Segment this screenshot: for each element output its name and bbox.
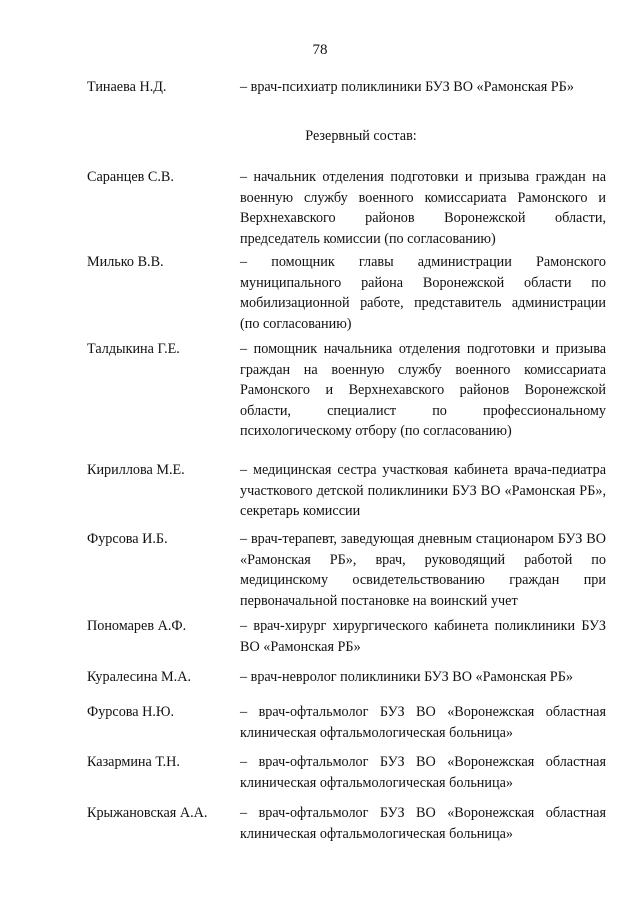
- member-description: – помощник начальника отделения подготовки и призыва граждан на военную службу военного комиссариата Рамонского и Верхнехавского районов Воронежской области, специалист по профессиональному психологическому отбору (по согласованию): [240, 341, 606, 439]
- member-name: Кириллова М.Е.: [87, 462, 185, 478]
- member-description: – медицинская сестра участковая кабинета врача-педиатра участкового детской поликлиники БУЗ ВО «Рамонская РБ», секретарь комиссии: [240, 462, 606, 519]
- member-description: – врач-офтальмолог БУЗ ВО «Воронежская областная клиническая офтальмологическая больница»: [240, 805, 606, 842]
- member-name: Саранцев С.В.: [87, 169, 174, 185]
- member-name: Фурсова И.Б.: [87, 531, 168, 547]
- member-name: Милько В.В.: [87, 254, 164, 270]
- member-description: – начальник отделения подготовки и призыва граждан на военную службу военного комиссариата Рамонского и Верхнехавского районов Воронежской области, председатель комиссии (по согласованию): [240, 169, 606, 247]
- member-description: – врач-терапевт, заведующая дневным стационаром БУЗ ВО «Рамонская РБ», врач, руководящий работой по медицинскому освидетельствованию граждан при первоначальной постановке на воинский учет: [240, 531, 606, 609]
- member-description: – врач-невролог поликлиники БУЗ ВО «Рамонская РБ»: [240, 669, 573, 685]
- member-name: Казармина Т.Н.: [87, 754, 180, 770]
- member-name: Крыжановская А.А.: [87, 805, 208, 821]
- member-description: – врач-психиатр поликлиники БУЗ ВО «Рамонская РБ»: [240, 79, 574, 95]
- section-title: Резервный состав:: [305, 128, 417, 144]
- member-name: Фурсова Н.Ю.: [87, 704, 175, 720]
- member-name: Тинаева Н.Д.: [87, 79, 167, 95]
- member-description: – врач-офтальмолог БУЗ ВО «Воронежская областная клиническая офтальмологическая больница»: [240, 704, 606, 741]
- member-description: – врач-офтальмолог БУЗ ВО «Воронежская областная клиническая офтальмологическая больница»: [240, 754, 606, 791]
- member-name: Куралесина М.А.: [87, 669, 192, 685]
- member-name: Пономарев А.Ф.: [87, 618, 187, 634]
- member-name: Талдыкина Г.Е.: [87, 341, 180, 357]
- member-description: – врач-хирург хирургического кабинета поликлиники БУЗ ВО «Рамонская РБ»: [240, 618, 606, 655]
- member-description: – помощник главы администрации Рамонского муниципального района Воронежской области по мобилизационной работе, представитель администрации (по согласованию): [240, 254, 606, 332]
- page-number: 78: [312, 42, 328, 58]
